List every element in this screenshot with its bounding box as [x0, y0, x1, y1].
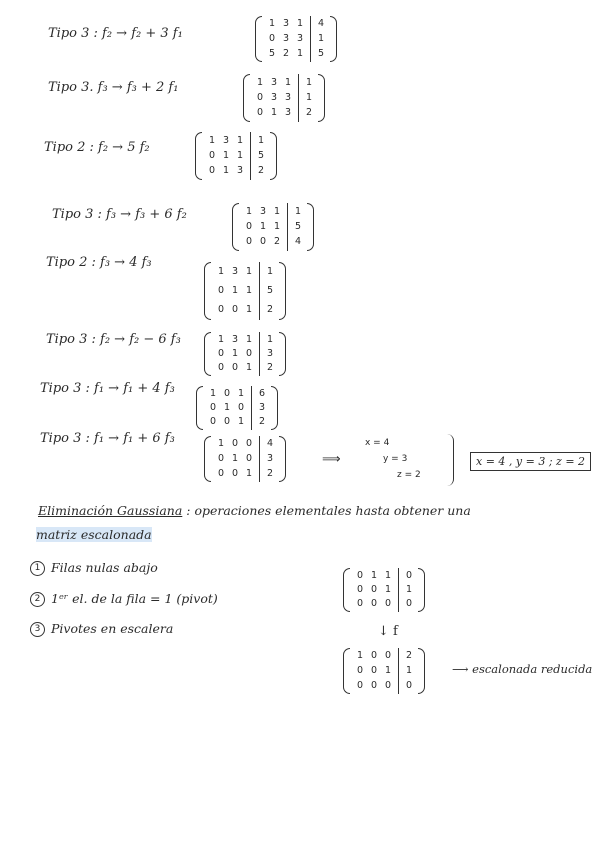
step-label: Tipo 3 : f₂ → f₂ + 3 f₁	[48, 26, 183, 41]
matrix-cell: 2	[273, 236, 281, 248]
left-parenthesis	[196, 386, 203, 430]
augmented-cell: 3	[266, 452, 274, 464]
matrix-cell: 1	[231, 348, 239, 359]
matrix-cell: 0	[217, 303, 225, 315]
system-brace	[447, 434, 454, 486]
augmented-column	[398, 648, 418, 694]
matrix-row	[214, 437, 256, 451]
matrix-cell: 3	[284, 107, 292, 119]
matrix-cell: 0	[217, 348, 225, 359]
criterion-text: Pivotes en escalera	[51, 621, 174, 636]
matrix-cell: 0	[208, 165, 216, 177]
matrix-row	[205, 164, 247, 178]
matrix-cell: 1	[217, 438, 225, 450]
matrix-row	[265, 32, 307, 46]
coefficient-grid	[239, 203, 287, 251]
right-parenthesis	[330, 16, 337, 62]
matrix-cell: 1	[223, 402, 231, 413]
matrix-cell: 0	[245, 452, 253, 464]
matrix-cell: 1	[384, 570, 392, 581]
matrix-cell: 3	[296, 32, 304, 44]
criterion-text: 1ᵉʳ el. de la fila = 1 (pivot)	[51, 591, 218, 606]
matrix-cell: 1	[284, 76, 292, 88]
coefficient-grid	[250, 74, 298, 122]
matrix-cell: 0	[217, 452, 225, 464]
augmented-cell: 4	[294, 236, 302, 248]
augmented-cell: 1	[266, 266, 274, 278]
matrix	[204, 436, 286, 482]
matrix-row	[214, 303, 256, 317]
matrix-cell: 1	[245, 266, 253, 278]
matrix-cell: 2	[282, 47, 290, 59]
matrix-row	[206, 401, 248, 415]
matrix-row	[353, 679, 395, 693]
matrix-row	[214, 265, 256, 279]
augmented-cell: 2	[257, 165, 265, 177]
matrix-cell: 1	[259, 220, 267, 232]
coefficient-grid	[350, 648, 398, 694]
step-label: Tipo 2 : f₂ → 5 f₂	[44, 140, 150, 155]
left-parenthesis	[204, 262, 211, 320]
augmented-column	[251, 386, 271, 430]
matrix-cell: 0	[256, 91, 264, 103]
matrix-cell: 3	[282, 18, 290, 30]
definition-continued	[36, 527, 152, 542]
matrix-cell: 0	[370, 650, 378, 662]
matrix-cell: 0	[245, 348, 253, 359]
matrix-cell: 1	[222, 165, 230, 177]
equation-x: x = 4	[365, 438, 390, 448]
left-parenthesis	[195, 132, 202, 180]
matrix-cell: 0	[231, 303, 239, 315]
augmented-cell: 1	[305, 76, 313, 88]
augmented-cell: 4	[317, 18, 325, 30]
matrix-cell: 0	[209, 416, 217, 427]
matrix-cell: 0	[245, 236, 253, 248]
matrix-cell: 3	[236, 165, 244, 177]
matrix-cell: 1	[256, 76, 264, 88]
matrix	[195, 132, 277, 180]
matrix	[196, 386, 278, 430]
augmented-cell: 2	[305, 107, 313, 119]
matrix-row	[214, 452, 256, 466]
left-parenthesis	[204, 332, 211, 376]
matrix-cell: 1	[245, 303, 253, 315]
augmented-cell: 1	[294, 205, 302, 217]
left-parenthesis	[243, 74, 250, 122]
right-parenthesis	[279, 262, 286, 320]
matrix-row	[214, 347, 256, 361]
definition-line	[38, 503, 471, 518]
matrix-cell: 0	[245, 438, 253, 450]
matrix-row	[265, 17, 307, 31]
matrix-cell: 3	[284, 91, 292, 103]
matrix-cell: 0	[370, 679, 378, 691]
matrix-cell: 1	[208, 134, 216, 146]
matrix-cell: 1	[356, 650, 364, 662]
matrix-cell: 0	[217, 467, 225, 479]
matrix-cell: 0	[231, 362, 239, 373]
matrix-row	[206, 387, 248, 401]
matrix-cell: 3	[270, 76, 278, 88]
matrix-row	[265, 47, 307, 61]
matrix-row	[214, 284, 256, 298]
right-parenthesis	[307, 203, 314, 251]
solution-box: x = 4 , y = 3 ; z = 2	[470, 452, 591, 471]
matrix-row	[242, 205, 284, 219]
matrix-cell: 1	[236, 149, 244, 161]
matrix-row	[253, 106, 295, 120]
augmented-cell: 5	[266, 284, 274, 296]
matrix-cell: 0	[384, 598, 392, 609]
matrix-cell: 0	[370, 664, 378, 676]
matrix-cell: 1	[231, 284, 239, 296]
matrix-cell: 3	[222, 134, 230, 146]
matrix-row	[353, 569, 395, 583]
matrix-cell: 0	[217, 362, 225, 373]
right-parenthesis	[279, 332, 286, 376]
matrix-cell: 0	[217, 284, 225, 296]
matrix-cell: 1	[245, 362, 253, 373]
matrix-cell: 0	[245, 220, 253, 232]
coefficient-grid	[350, 568, 398, 612]
augmented-column	[259, 436, 279, 482]
matrix-cell: 1	[296, 18, 304, 30]
augmented-column	[398, 568, 418, 612]
right-parenthesis	[271, 386, 278, 430]
matrix-row	[253, 76, 295, 90]
coefficient-grid	[203, 386, 251, 430]
augmented-column	[298, 74, 318, 122]
coefficient-grid	[211, 436, 259, 482]
matrix-cell: 3	[270, 91, 278, 103]
step-label: Tipo 3. f₃ → f₃ + 2 f₁	[48, 80, 179, 95]
matrix-cell: 0	[384, 650, 392, 662]
right-parenthesis	[279, 436, 286, 482]
coefficient-grid	[211, 332, 259, 376]
equation-y: y = 3	[383, 454, 408, 464]
matrix-cell: 0	[231, 467, 239, 479]
augmented-cell: 1	[317, 32, 325, 44]
augmented-cell: 2	[405, 650, 413, 662]
matrix-cell: 1	[273, 205, 281, 217]
matrix-cell: 1	[245, 467, 253, 479]
example-matrix-top	[343, 568, 425, 612]
matrix-cell: 1	[270, 107, 278, 119]
matrix-cell: 0	[356, 598, 364, 609]
matrix-cell: 1	[370, 570, 378, 581]
step-label: Tipo 2 : f₃ → 4 f₃	[46, 255, 152, 270]
equation-z: z = 2	[397, 470, 421, 480]
matrix-cell: 1	[245, 205, 253, 217]
left-parenthesis	[232, 203, 239, 251]
matrix-cell: 3	[231, 334, 239, 345]
matrix-row	[214, 467, 256, 481]
augmented-column	[259, 332, 279, 376]
augmented-cell: 5	[294, 220, 302, 232]
matrix-row	[253, 91, 295, 105]
augmented-cell: 3	[258, 402, 266, 413]
augmented-cell: 3	[266, 348, 274, 359]
matrix-row	[205, 149, 247, 163]
augmented-cell: 0	[405, 570, 413, 581]
matrix-row	[214, 361, 256, 375]
matrix-cell: 1	[268, 18, 276, 30]
matrix-row	[206, 415, 248, 429]
matrix-row	[242, 235, 284, 249]
matrix-cell: 0	[370, 584, 378, 595]
matrix-cell: 1	[384, 584, 392, 595]
matrix-cell: 0	[356, 570, 364, 581]
augmented-cell: 2	[266, 467, 274, 479]
augmented-cell: 6	[258, 388, 266, 399]
augmented-cell: 1	[305, 91, 313, 103]
down-arrow: ↓ f	[378, 624, 398, 639]
criterion-1	[30, 560, 158, 576]
matrix-cell: 1	[384, 664, 392, 676]
left-parenthesis	[343, 648, 350, 694]
matrix-cell: 1	[209, 388, 217, 399]
right-parenthesis	[418, 648, 425, 694]
matrix-cell: 1	[231, 452, 239, 464]
matrix-cell: 1	[273, 220, 281, 232]
augmented-cell: 5	[317, 47, 325, 59]
step-label: Tipo 3 : f₁ → f₁ + 4 f₃	[40, 381, 175, 396]
matrix-cell: 0	[370, 598, 378, 609]
implies-arrow: ⟹	[322, 452, 341, 467]
matrix-row	[205, 134, 247, 148]
number-circle: 1	[30, 561, 45, 576]
definition-term: Eliminación Gaussiana	[38, 503, 183, 518]
matrix-cell: 5	[268, 47, 276, 59]
left-parenthesis	[204, 436, 211, 482]
augmented-column	[250, 132, 270, 180]
augmented-column	[310, 16, 330, 62]
matrix	[204, 332, 286, 376]
matrix-cell: 0	[223, 388, 231, 399]
matrix-row	[353, 597, 395, 611]
matrix-cell: 0	[208, 149, 216, 161]
matrix-row	[353, 649, 395, 663]
augmented-cell: 0	[405, 598, 413, 609]
augmented-cell: 4	[266, 438, 274, 450]
coefficient-grid	[202, 132, 250, 180]
matrix-cell: 1	[236, 134, 244, 146]
matrix-cell: 1	[217, 334, 225, 345]
augmented-cell: 1	[405, 584, 413, 595]
matrix-cell: 0	[268, 32, 276, 44]
augmented-cell: 2	[266, 362, 274, 373]
matrix-cell: 0	[356, 679, 364, 691]
example-matrix-bottom	[343, 648, 425, 694]
coefficient-grid	[262, 16, 310, 62]
matrix-cell: 1	[217, 266, 225, 278]
augmented-cell: 2	[258, 416, 266, 427]
criterion-text: Filas nulas abajo	[51, 560, 158, 575]
right-parenthesis	[318, 74, 325, 122]
right-parenthesis	[270, 132, 277, 180]
right-parenthesis	[418, 568, 425, 612]
augmented-cell: 0	[405, 679, 413, 691]
number-circle: 3	[30, 622, 45, 637]
criterion-2	[30, 591, 218, 607]
matrix-cell: 0	[259, 236, 267, 248]
augmented-cell: 1	[257, 134, 265, 146]
augmented-column	[259, 262, 279, 320]
matrix-row	[353, 583, 395, 597]
criterion-3	[30, 621, 173, 637]
matrix-cell: 1	[237, 416, 245, 427]
highlighted-term: matriz escalonada	[36, 527, 152, 542]
matrix-cell: 0	[356, 664, 364, 676]
matrix-cell: 3	[259, 205, 267, 217]
augmented-cell: 2	[266, 303, 274, 315]
coefficient-grid	[211, 262, 259, 320]
matrix-cell: 1	[245, 334, 253, 345]
matrix-cell: 0	[256, 107, 264, 119]
left-parenthesis	[343, 568, 350, 612]
left-parenthesis	[255, 16, 262, 62]
step-label: Tipo 3 : f₃ → f₃ + 6 f₂	[52, 207, 187, 222]
matrix-cell: 0	[237, 402, 245, 413]
matrix-cell: 3	[282, 32, 290, 44]
augmented-cell: 5	[257, 149, 265, 161]
matrix	[204, 262, 286, 320]
matrix-cell: 0	[384, 679, 392, 691]
matrix-cell: 1	[296, 47, 304, 59]
definition-text: : operaciones elementales hasta obtener una	[182, 503, 471, 518]
matrix	[243, 74, 325, 122]
augmented-column	[287, 203, 307, 251]
matrix-cell: 1	[237, 388, 245, 399]
step-label: Tipo 3 : f₁ → f₁ + 6 f₃	[40, 431, 175, 446]
matrix-cell: 1	[222, 149, 230, 161]
matrix	[232, 203, 314, 251]
matrix-cell: 0	[231, 438, 239, 450]
matrix-row	[242, 220, 284, 234]
augmented-cell: 1	[405, 664, 413, 676]
matrix-cell: 3	[231, 266, 239, 278]
matrix-row	[214, 333, 256, 347]
matrix-cell: 1	[245, 284, 253, 296]
matrix-cell: 0	[209, 402, 217, 413]
reduced-echelon-note: ⟶ escalonada reducida	[452, 662, 593, 676]
matrix	[255, 16, 337, 62]
augmented-cell: 1	[266, 334, 274, 345]
matrix-cell: 0	[356, 584, 364, 595]
matrix-cell: 0	[223, 416, 231, 427]
number-circle: 2	[30, 592, 45, 607]
step-label: Tipo 3 : f₂ → f₂ − 6 f₃	[46, 332, 181, 347]
matrix-row	[353, 664, 395, 678]
equation-system	[365, 438, 455, 486]
